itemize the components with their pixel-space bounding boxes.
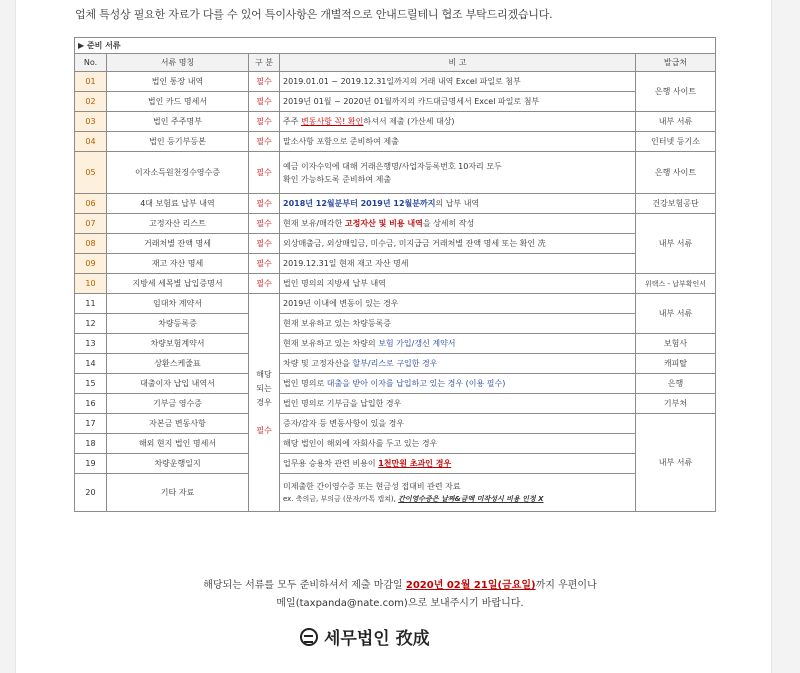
row-number: 04: [75, 132, 107, 152]
required-label: 필수: [249, 254, 280, 274]
conditional-line: 해당: [256, 369, 272, 379]
doc-name: 차량등록증: [107, 314, 249, 334]
table-row: [75, 334, 716, 354]
doc-name: 거래처별 잔액 명세: [107, 234, 249, 254]
remarks: 2019년 01월 ~ 2020년 01월까지의 카드대금명세서 Excel 파일로 첨부: [280, 92, 636, 112]
row-number: 08: [75, 234, 107, 254]
table-row: [75, 274, 716, 294]
row-number: 16: [75, 394, 107, 414]
doc-name: 차량운행일지: [107, 454, 249, 474]
required-documents-table: [74, 37, 716, 512]
remarks-highlight: 1천만원 초과인 경우: [378, 459, 452, 468]
footer-line-1: [0, 576, 800, 591]
table-row: [75, 314, 716, 334]
table-row: [75, 132, 716, 152]
header-no: No.: [75, 54, 107, 72]
doc-name: 법인 통장 내역: [107, 72, 249, 92]
issuer: 인터넷 등기소: [636, 132, 716, 152]
remarks-text: 차량 및 고정자산을: [283, 359, 353, 368]
remarks-text: ex. 축의금, 부의금 (문자/카톡 캡쳐),: [283, 494, 399, 503]
row-number: 13: [75, 334, 107, 354]
doc-name: 4대 보험료 납부 내역: [107, 194, 249, 214]
header-doc-name: 서류 명칭: [107, 54, 249, 72]
remarks: 2019년 이내에 변동이 있는 경우: [280, 294, 636, 314]
remarks-text: 업무용 승용차 관련 비용이: [283, 459, 379, 468]
table-row: [75, 374, 716, 394]
firm-name: 세무법인 孜成: [324, 629, 430, 649]
doc-name: 법인 주주명부: [107, 112, 249, 132]
intro-text: 업체 특성상 필요한 자료가 다를 수 있어 특이사항은 개별적으로 안내드릴테니 협조 부탁드리겠습니다.: [75, 8, 553, 21]
remarks-highlight: 대출을 받아 이자를 납입하고 있는 경우 (이용 필수): [326, 379, 506, 388]
remarks: [280, 214, 636, 234]
row-number: 12: [75, 314, 107, 334]
doc-name: 자본금 변동사항: [107, 414, 249, 434]
doc-name: 이자소득원천징수영수증: [107, 152, 249, 194]
table-row: [75, 474, 716, 512]
doc-name: 기타 자료: [107, 474, 249, 512]
issuer: 은행 사이트: [636, 152, 716, 194]
remarks: 법인 명의의 지방세 납부 내역: [280, 274, 636, 294]
header-category: 구 분: [249, 54, 280, 72]
firm-logo: [300, 624, 430, 649]
table-row: [75, 414, 716, 434]
section-title-row: [75, 38, 716, 54]
table-row: [75, 112, 716, 132]
issuer: 위택스 - 납부확인서: [636, 274, 716, 294]
doc-name: 법인 등기부등본: [107, 132, 249, 152]
row-number: 01: [75, 72, 107, 92]
header-issuer: 발급처: [636, 54, 716, 72]
remarks-text: 법인 명의로: [283, 379, 327, 388]
row-number: 11: [75, 294, 107, 314]
row-number: 20: [75, 474, 107, 512]
row-number: 17: [75, 414, 107, 434]
doc-name: 차량보험계약서: [107, 334, 249, 354]
doc-name: 고정자산 리스트: [107, 214, 249, 234]
remarks: 현재 보유하고 있는 차량등록증: [280, 314, 636, 334]
remarks-highlight: 2018년 12월분부터 2019년 12월분까지: [283, 199, 436, 208]
section-title: ▶ 준비 서류: [75, 38, 716, 54]
remarks: 외상매출금, 외상매입금, 미수금, 미지급금 거래처별 잔액 명세 또는 확인 冼: [280, 234, 636, 254]
table-row: [75, 92, 716, 112]
footer-text: 까지 우편이나: [535, 580, 597, 591]
doc-name: 상환스케줄표: [107, 354, 249, 374]
footer-text: 해당되는 서류를 모두 준비하셔서 제출 마감일: [203, 580, 406, 591]
remarks: [280, 112, 636, 132]
remarks: [280, 374, 636, 394]
remarks-text: 의 납부 내역: [435, 199, 480, 208]
doc-name: 해외 현지 법인 명세서: [107, 434, 249, 454]
row-number: 14: [75, 354, 107, 374]
remarks-highlight: 보험 가입/갱신 계약서: [378, 339, 456, 348]
doc-name: 법인 카드 명세서: [107, 92, 249, 112]
table-row: [75, 454, 716, 474]
row-number: 18: [75, 434, 107, 454]
doc-name: 기부금 영수증: [107, 394, 249, 414]
remarks-line: 예금 이자수익에 대해 거래은행명/사업자등록번호 10자리 모두: [283, 161, 502, 171]
table-row: [75, 354, 716, 374]
required-label: 필수: [249, 152, 280, 194]
required-label: 필수: [249, 274, 280, 294]
row-number: 07: [75, 214, 107, 234]
remarks: 증자/감자 등 변동사항이 있을 경우: [280, 414, 636, 434]
remarks: 2019.12.31일 현재 재고 자산 명세: [280, 254, 636, 274]
table-row: [75, 394, 716, 414]
row-number: 03: [75, 112, 107, 132]
remarks-highlight: 고정자산 및 비용 내역: [344, 219, 423, 228]
remarks: [280, 334, 636, 354]
table-row: [75, 194, 716, 214]
required-label: 필수: [249, 92, 280, 112]
required-label: 필수: [249, 132, 280, 152]
remarks-line: 확인 가능하도록 준비하여 제출: [283, 174, 392, 184]
doc-name: 대출이자 납입 내역서: [107, 374, 249, 394]
issuer: 내부 서류: [636, 294, 716, 334]
remarks: 법인 명의로 기부금을 납입한 경우: [280, 394, 636, 414]
issuer: 은행 사이트: [636, 72, 716, 112]
conditional-line: 경우: [256, 397, 272, 407]
header-row: [75, 54, 716, 72]
issuer: 캐피탈: [636, 354, 716, 374]
issuer: 보험사: [636, 334, 716, 354]
table-row: [75, 234, 716, 254]
required-label: 필수: [249, 234, 280, 254]
remarks-text: 현재 보유/매각한: [283, 219, 345, 228]
doc-name: 재고 자산 명세: [107, 254, 249, 274]
table-row: [75, 214, 716, 234]
remarks-line: 미제출한 간이영수증 또는 현금성 접대비 관련 자료: [283, 481, 461, 491]
row-number: 06: [75, 194, 107, 214]
doc-name: 임대차 계약서: [107, 294, 249, 314]
issuer: 기부처: [636, 394, 716, 414]
required-label: 필수: [249, 72, 280, 92]
remarks-text: 주주: [283, 117, 301, 126]
remarks-text: 하셔서 제출 (가산세 대상): [363, 117, 455, 126]
remarks: [280, 152, 636, 194]
remarks: 말소사항 포함으로 준비하여 제출: [280, 132, 636, 152]
issuer: 건강보험공단: [636, 194, 716, 214]
table-row: [75, 434, 716, 454]
remarks: 2019.01.01 ~ 2019.12.31일까지의 거래 내역 Excel 파일로 첨부: [280, 72, 636, 92]
remarks: [280, 354, 636, 374]
footer-line-2: 메일(taxpanda@nate.com)으로 보내주시기 바랍니다.: [276, 598, 524, 609]
remarks: [280, 474, 636, 512]
remarks-highlight: 변동사항 꼭! 확인: [301, 117, 364, 126]
remarks-highlight: 간이영수증은 날짜&금액 미작성시 비용 인정 X: [398, 494, 544, 503]
conditional-required-label: 필수: [256, 425, 272, 435]
row-number: 19: [75, 454, 107, 474]
table-row: [75, 152, 716, 194]
remarks: 해당 법인이 해외에 자회사를 두고 있는 경우: [280, 434, 636, 454]
row-number: 10: [75, 274, 107, 294]
conditional-line: 되는: [256, 383, 272, 393]
row-number: 05: [75, 152, 107, 194]
issuer: 내부 서류: [636, 414, 716, 512]
remarks-highlight: 할부/리스로 구입한 경우: [352, 359, 438, 368]
row-number: 09: [75, 254, 107, 274]
remarks-text: 현재 보유하고 있는 차량의: [283, 339, 379, 348]
issuer: 은행: [636, 374, 716, 394]
issuer: 내부 서류: [636, 214, 716, 274]
firm-logo-icon: [300, 628, 318, 646]
row-number: 02: [75, 92, 107, 112]
table-row: [75, 72, 716, 92]
issuer: 내부 서류: [636, 112, 716, 132]
remarks: [280, 194, 636, 214]
required-label: 필수: [249, 194, 280, 214]
doc-name: 지방세 세목별 납입증명서: [107, 274, 249, 294]
deadline-date: 2020년 02월 21일(금요일): [405, 580, 536, 591]
required-label: 필수: [249, 112, 280, 132]
table-row: [75, 294, 716, 314]
required-label: 필수: [249, 214, 280, 234]
table-row: [75, 254, 716, 274]
remarks-line: [283, 493, 632, 506]
row-number: 15: [75, 374, 107, 394]
remarks-text: 을 상세히 작성: [422, 219, 475, 228]
conditional-category: [249, 294, 280, 512]
header-remarks: 비 고: [280, 54, 636, 72]
remarks: [280, 454, 636, 474]
